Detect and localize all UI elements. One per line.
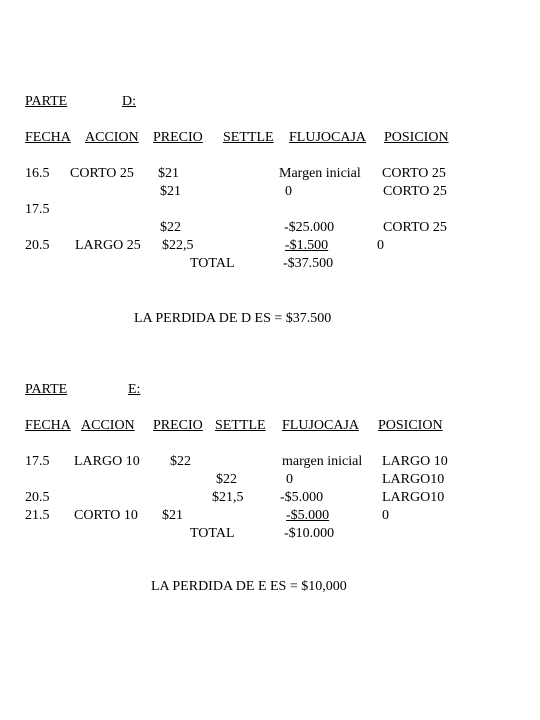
part-e-header-fecha: FECHA [25, 418, 71, 433]
part-e-row1-posicion: LARGO 10 [382, 454, 448, 469]
part-d-header-precio: PRECIO [153, 130, 203, 145]
part-e-row3-settle: $21,5 [212, 490, 244, 505]
part-d-row1-posicion: CORTO 25 [382, 166, 446, 181]
part-d-row1-flujo: Margen inicial [279, 166, 361, 181]
part-e-row4-accion: CORTO 10 [74, 508, 138, 523]
part-e-header-flujocaja: FLUJOCAJA [282, 418, 360, 433]
part-e-row4-precio: $21 [162, 508, 183, 523]
part-e-header-settle: SETTLE [215, 418, 266, 433]
part-d-total-value: -$37.500 [283, 256, 334, 271]
part-e-row2-flujo: 0 [286, 472, 293, 487]
part-e-header-precio: PRECIO [153, 418, 203, 433]
part-e-header-posicion: POSICION [378, 418, 443, 433]
part-d-header-fecha: FECHA [25, 130, 71, 145]
part-d-row5-posicion: 0 [377, 238, 384, 253]
part-d-row2-flujo: 0 [285, 184, 292, 199]
part-e-row2-settle: $22 [216, 472, 237, 487]
part-d-row5-accion: LARGO 25 [75, 238, 141, 253]
part-d-row5-flujo: -$1.500 [285, 238, 329, 253]
part-d-row4-posicion: CORTO 25 [383, 220, 447, 235]
part-d-total-label: TOTAL [190, 256, 235, 271]
part-d-header-settle: SETTLE [223, 130, 274, 145]
part-d-row3-fecha: 17.5 [25, 202, 50, 217]
part-d-row1-accion: CORTO 25 [70, 166, 134, 181]
part-e-letter: E: [128, 382, 141, 397]
part-e-row3-flujo: -$5.000 [280, 490, 324, 505]
part-d-conclusion: LA PERDIDA DE D ES = $37.500 [134, 311, 332, 326]
part-d-header-accion: ACCION [85, 130, 139, 145]
part-d-row5-fecha: 20.5 [25, 238, 50, 253]
part-e-parte-label: PARTE [25, 382, 68, 397]
part-d-row5-precio: $22,5 [162, 238, 194, 253]
part-e-total-value: -$10.000 [284, 526, 335, 541]
part-d-row4-flujo: -$25.000 [284, 220, 335, 235]
part-d-row2-posicion: CORTO 25 [383, 184, 447, 199]
part-e-row1-precio: $22 [170, 454, 191, 469]
part-d-row1-fecha: 16.5 [25, 166, 50, 181]
part-d-parte-label: PARTE [25, 94, 68, 109]
part-e-row1-fecha: 17.5 [25, 454, 50, 469]
part-e-row1-accion: LARGO 10 [74, 454, 140, 469]
part-d-row4-settle: $22 [160, 220, 181, 235]
part-d-header-flujocaja: FLUJOCAJA [289, 130, 367, 145]
part-d-row1-precio: $21 [158, 166, 179, 181]
part-e-row4-flujo: -$5.000 [286, 508, 330, 523]
part-e-row3-posicion: LARGO10 [382, 490, 445, 505]
part-e-row1-flujo: margen inicial [282, 454, 363, 469]
part-d-row2-settle: $21 [160, 184, 181, 199]
part-e-conclusion: LA PERDIDA DE E ES = $10,000 [151, 579, 347, 594]
part-e-row3-fecha: 20.5 [25, 490, 50, 505]
part-e-row2-posicion: LARGO10 [382, 472, 445, 487]
part-e-row4-fecha: 21.5 [25, 508, 50, 523]
part-e-total-label: TOTAL [190, 526, 235, 541]
part-e-row4-posicion: 0 [382, 508, 389, 523]
part-e-header-accion: ACCION [81, 418, 135, 433]
part-d-header-posicion: POSICION [384, 130, 449, 145]
part-d-letter: D: [122, 94, 136, 109]
